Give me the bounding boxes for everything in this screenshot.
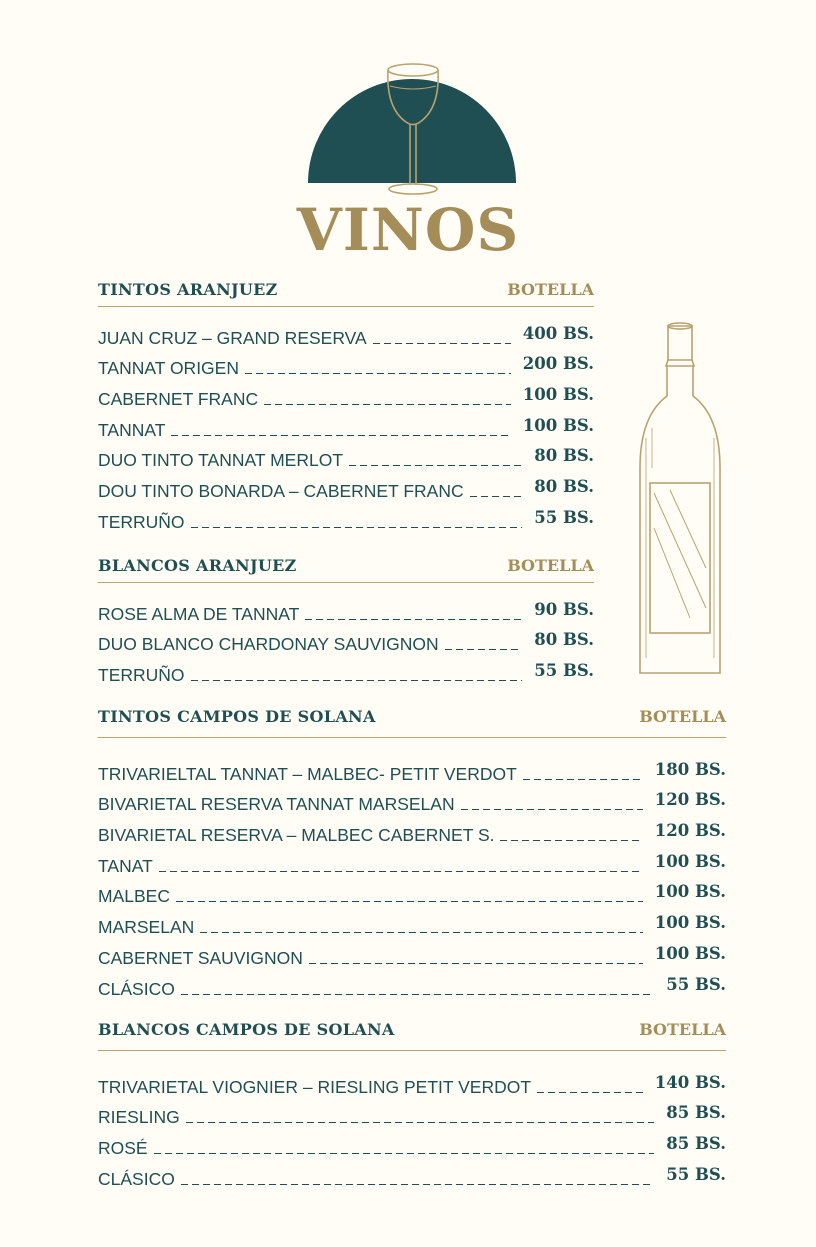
list-item [98, 349, 594, 380]
dotted-leader [186, 1122, 655, 1123]
dotted-leader [349, 465, 522, 466]
dotted-leader [305, 619, 522, 620]
dotted-leader [181, 1184, 654, 1185]
wine-name: DUO BLANCO CHARDONAY SAUVIGNON [98, 634, 439, 655]
section-unit: BOTELLA [507, 556, 594, 575]
wine-price: 100 BS. [654, 943, 726, 963]
wine-price: 120 BS. [654, 821, 726, 841]
dotted-leader [245, 373, 511, 374]
wine-name: BIVARIETAL RESERVA TANNAT MARSELAN [98, 794, 455, 815]
wine-list [98, 594, 594, 686]
dotted-leader [373, 343, 511, 344]
list-item [98, 815, 726, 846]
list-item [98, 785, 726, 816]
list-item [98, 502, 594, 533]
dotted-leader [191, 527, 523, 528]
section-tintos-aranjuez [98, 280, 594, 533]
wine-price: 140 BS. [654, 1072, 726, 1092]
wine-list [98, 1067, 726, 1190]
list-item [98, 1098, 726, 1129]
wine-price: 90 BS. [534, 599, 594, 619]
wine-name: MALBEC [98, 886, 170, 907]
dotted-leader [523, 779, 643, 780]
wine-name: TERRUÑO [98, 665, 185, 686]
dotted-leader [159, 871, 643, 872]
wine-price: 100 BS. [654, 913, 726, 933]
wine-price: 85 BS. [666, 1103, 726, 1123]
dotted-leader [176, 901, 643, 902]
list-item [98, 877, 726, 908]
wine-price: 100 BS. [522, 385, 594, 405]
wine-name: MARSELAN [98, 917, 195, 938]
section-title: BLANCOS ARANJUEZ [98, 556, 297, 575]
wine-name: TANNAT [98, 419, 166, 440]
wine-glass-emblem [0, 0, 816, 200]
wine-price: 85 BS. [666, 1134, 726, 1154]
wine-name: CLÁSICO [98, 978, 175, 999]
wine-name: TRIVARIELTAL TANNAT – MALBEC- PETIT VERDOT [98, 763, 517, 784]
wine-price: 80 BS. [534, 477, 594, 497]
section-header [98, 707, 726, 738]
list-item [98, 318, 594, 349]
wine-price: 80 BS. [534, 630, 594, 650]
section-unit: BOTELLA [639, 707, 726, 726]
wine-name: TRIVARIETAL VIOGNIER – RIESLING PETIT VERDOT [98, 1076, 532, 1097]
section-header [98, 280, 594, 307]
section-title: BLANCOS CAMPOS DE SOLANA [98, 1020, 395, 1039]
dotted-leader [461, 809, 643, 810]
wine-name: RIESLING [98, 1107, 180, 1128]
wine-name: TANNAT ORIGEN [98, 358, 239, 379]
dotted-leader [200, 932, 643, 933]
section-title: TINTOS CAMPOS DE SOLANA [98, 707, 376, 726]
list-item [98, 754, 726, 785]
dotted-leader [264, 404, 511, 405]
list-item [98, 471, 594, 502]
wine-list [98, 754, 726, 1000]
list-item [98, 379, 594, 410]
section-unit: BOTELLA [507, 280, 594, 299]
dotted-leader [537, 1092, 643, 1093]
list-item [98, 1128, 726, 1159]
list-item [98, 846, 726, 877]
dotted-leader [171, 435, 510, 436]
wine-list [98, 318, 594, 533]
wine-price: 100 BS. [654, 851, 726, 871]
wine-name: BIVARIETAL RESERVA – MALBEC CABERNET S. [98, 825, 495, 846]
wine-price: 80 BS. [534, 446, 594, 466]
dotted-leader [154, 1153, 655, 1154]
wine-price: 400 BS. [522, 323, 594, 343]
dotted-leader [500, 840, 642, 841]
wine-bottle-icon [630, 318, 730, 682]
half-circle-badge [308, 79, 516, 183]
wine-price: 55 BS. [666, 974, 726, 994]
list-item [98, 1067, 726, 1098]
section-unit: BOTELLA [639, 1020, 726, 1039]
wine-name: CABERNET SAUVIGNON [98, 947, 303, 968]
list-item [98, 938, 726, 969]
dotted-leader [309, 963, 643, 964]
section-tintos-campos-de-solana [98, 707, 726, 1000]
wine-name: DOU TINTO BONARDA – CABERNET FRANC [98, 481, 464, 502]
list-item [98, 441, 594, 472]
list-item [98, 907, 726, 938]
dotted-leader [181, 994, 654, 995]
wine-name: DUO TINTO TANNAT MERLOT [98, 450, 344, 471]
wine-name: CLÁSICO [98, 1168, 175, 1189]
wine-name: ROSÉ [98, 1138, 148, 1159]
wine-name: TANAT [98, 855, 153, 876]
wine-price: 55 BS. [534, 507, 594, 527]
wine-price: 55 BS. [666, 1164, 726, 1184]
wine-price: 200 BS. [522, 354, 594, 374]
list-item [98, 410, 594, 441]
section-title: TINTOS ARANJUEZ [98, 280, 278, 299]
list-item [98, 625, 594, 656]
section-header [98, 1020, 726, 1051]
wine-name: ROSE ALMA DE TANNAT [98, 603, 300, 624]
menu-header [0, 0, 816, 270]
list-item [98, 969, 726, 1000]
section-header [98, 556, 594, 583]
list-item [98, 655, 594, 686]
dotted-leader [191, 680, 523, 681]
wine-name: JUAN CRUZ – GRAND RESERVA [98, 327, 367, 348]
wine-price: 100 BS. [522, 415, 594, 435]
dotted-leader [445, 649, 523, 650]
page-title: VINOS [296, 196, 520, 264]
dotted-leader [470, 496, 523, 497]
wine-name: TERRUÑO [98, 511, 185, 532]
section-blancos-campos-de-solana [98, 1020, 726, 1190]
wine-name: CABERNET FRANC [98, 389, 259, 410]
list-item [98, 594, 594, 625]
wine-price: 120 BS. [654, 790, 726, 810]
list-item [98, 1159, 726, 1190]
wine-price: 180 BS. [654, 759, 726, 779]
section-blancos-aranjuez [98, 556, 594, 686]
wine-price: 100 BS. [654, 882, 726, 902]
wine-price: 55 BS. [534, 661, 594, 681]
